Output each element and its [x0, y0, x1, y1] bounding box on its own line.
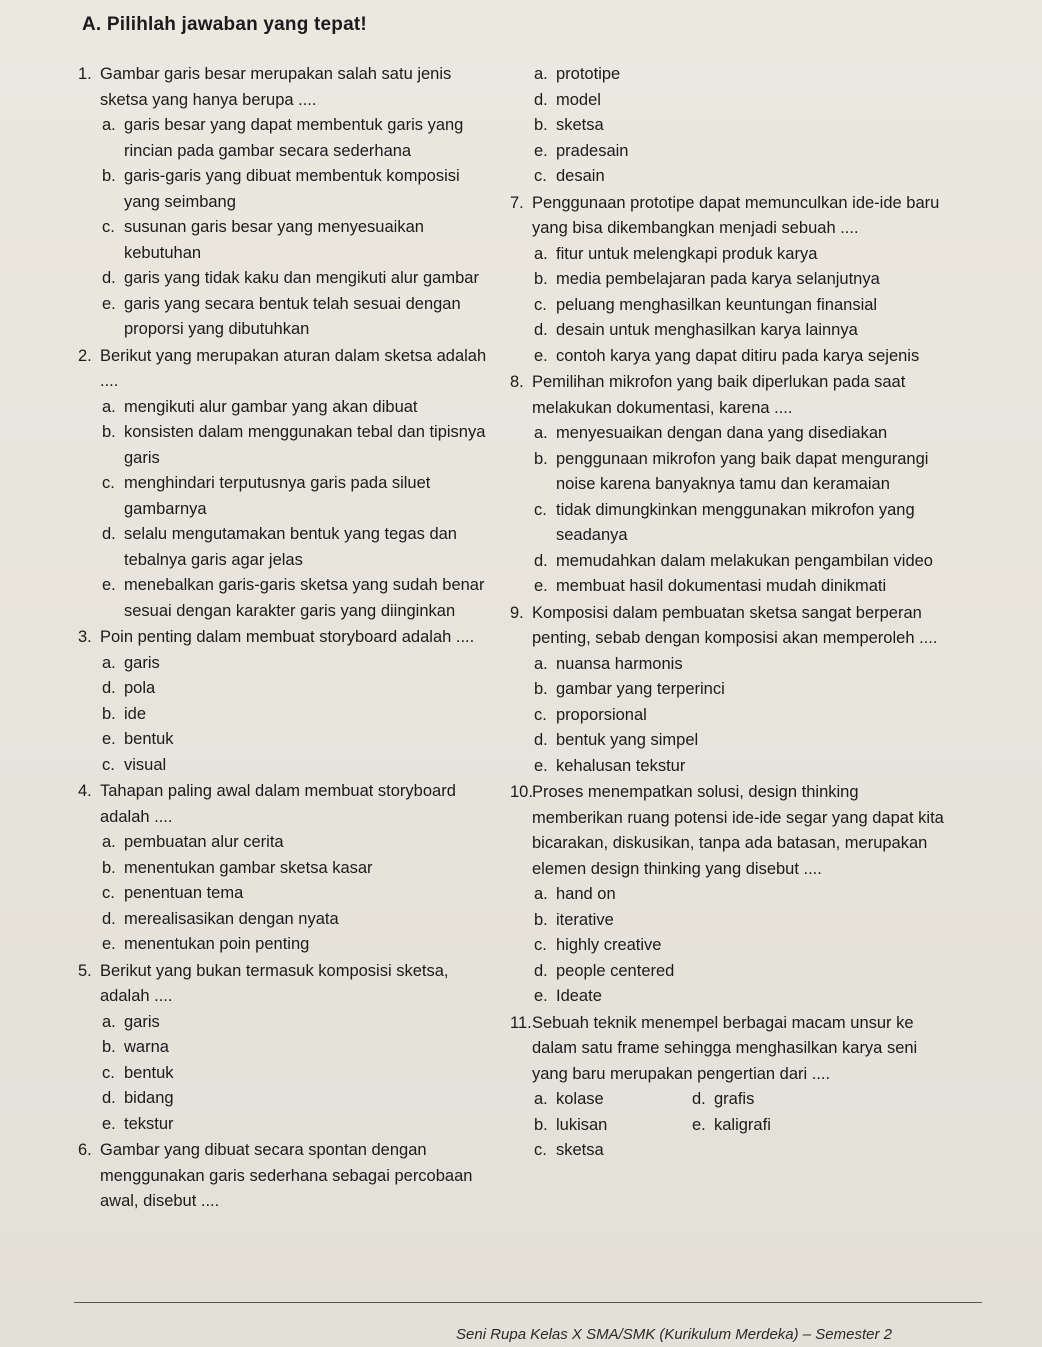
- question-text: Poin penting dalam membuat storyboard adalah ....: [100, 628, 475, 646]
- option-text: tekstur: [124, 1114, 174, 1133]
- question-number: 10.: [510, 783, 533, 801]
- answer-option: [102, 1112, 498, 1138]
- answer-option: [102, 113, 498, 164]
- option-letter: d.: [102, 679, 116, 697]
- option-letter: b.: [534, 680, 548, 698]
- answer-option: [534, 908, 948, 934]
- option-text: grafis: [714, 1090, 755, 1108]
- option-text: menghindari terputusnya garis pada siluet gambarnya: [124, 474, 431, 518]
- option-letter: e.: [102, 576, 116, 594]
- option-text: ide: [124, 704, 147, 723]
- option-letter: a.: [534, 1090, 548, 1108]
- section-title: A. Pilihlah jawaban yang tepat!: [82, 14, 367, 35]
- question-text: Penggunaan prototipe dapat memunculkan ide-ide baru yang bisa dikembangkan menjadi sebuah ....: [532, 193, 940, 237]
- question-number: 7.: [510, 193, 524, 212]
- option-letter: a.: [102, 397, 116, 416]
- answer-option: [534, 1113, 692, 1139]
- option-text: lukisan: [556, 1115, 608, 1134]
- option-letter: e.: [102, 730, 116, 748]
- option-text: bentuk yang simpel: [556, 731, 699, 749]
- question-stem: [78, 344, 498, 395]
- option-letter: b.: [102, 423, 116, 441]
- answer-option: [534, 164, 948, 190]
- option-text: desain untuk menghasilkan karya lainnya: [556, 321, 858, 339]
- option-letter: d.: [534, 321, 548, 339]
- answer-options: [534, 1087, 948, 1164]
- answer-option: [534, 344, 948, 370]
- question-stem: [510, 1011, 948, 1088]
- answer-option: [534, 882, 948, 908]
- option-text: menebalkan garis-garis sketsa yang sudah benar sesuai dengan karakter garis yang diinginkan: [124, 576, 485, 620]
- answer-option: [102, 651, 498, 677]
- question: [78, 779, 498, 958]
- option-text: garis: [124, 1012, 160, 1031]
- question-number: 6.: [78, 1141, 92, 1159]
- option-text: people centered: [556, 961, 675, 980]
- option-letter: e.: [102, 1114, 116, 1133]
- option-letter: e.: [102, 935, 116, 953]
- answer-option: [534, 1087, 692, 1113]
- answer-option: [102, 856, 498, 882]
- answer-option: [534, 549, 948, 575]
- option-letter: d.: [102, 909, 116, 928]
- option-text: menentukan poin penting: [124, 935, 310, 953]
- option-text: garis yang secara bentuk telah sesuai dengan proporsi yang dibutuhkan: [124, 294, 461, 338]
- question: [78, 625, 498, 778]
- option-text: sketsa: [556, 1141, 604, 1159]
- option-text: peluang menghasilkan keuntungan finansial: [556, 295, 878, 314]
- answer-option: [102, 753, 498, 779]
- question: [78, 959, 498, 1138]
- question-stem: [78, 959, 498, 1010]
- option-text: pembuatan alur cerita: [124, 833, 284, 851]
- option-text: tidak dimungkinkan menggunakan mikrofon yang seadanya: [556, 500, 915, 544]
- option-letter: c.: [102, 884, 115, 902]
- answer-option: [102, 881, 498, 907]
- option-letter: a.: [102, 833, 116, 851]
- option-letter: d.: [102, 1089, 116, 1107]
- answer-option: [534, 574, 948, 600]
- answer-option: [102, 215, 498, 266]
- option-text: contoh karya yang dapat ditiru pada karya sejenis: [556, 346, 920, 365]
- question-number: 11.: [510, 1013, 532, 1032]
- question: [510, 1011, 948, 1164]
- option-text: garis besar yang dapat membentuk garis yang rincian pada gambar secara sederhana: [124, 116, 464, 160]
- option-text: proporsional: [556, 705, 647, 724]
- answer-option: [692, 1087, 842, 1113]
- option-letter: a.: [534, 65, 548, 83]
- answer-option: [534, 677, 948, 703]
- option-letter: b.: [534, 910, 548, 929]
- answer-options: [102, 830, 498, 958]
- option-letter: a.: [534, 424, 548, 442]
- option-text: fitur untuk melengkapi produk karya: [556, 244, 818, 263]
- question: [510, 62, 948, 190]
- left-column: [78, 62, 498, 1216]
- answer-option: [102, 830, 498, 856]
- option-letter: d.: [534, 961, 548, 980]
- answer-option: [102, 471, 498, 522]
- option-text: membuat hasil dokumentasi mudah dinikmati: [556, 577, 887, 595]
- option-text: menentukan gambar sketsa kasar: [124, 858, 373, 877]
- question-text: Gambar garis besar merupakan salah satu jenis sketsa yang hanya berupa ....: [100, 65, 452, 109]
- question-text: Pemilihan mikrofon yang baik diperlukan pada saat melakukan dokumentasi, karena ....: [532, 373, 906, 417]
- option-text: penggunaan mikrofon yang baik dapat mengurangi noise karena banyaknya tamu dan keramaian: [556, 449, 929, 493]
- option-letter: b.: [534, 116, 548, 134]
- answer-option: [102, 266, 498, 292]
- answer-option: [102, 932, 498, 958]
- option-letter: c.: [102, 1063, 115, 1082]
- question-stem: [510, 191, 948, 242]
- option-letter: d.: [102, 269, 116, 287]
- question: [78, 344, 498, 625]
- option-text: desain: [556, 167, 605, 185]
- option-text: menyesuaikan dengan dana yang disediakan: [556, 424, 888, 442]
- option-letter: b.: [534, 449, 548, 468]
- answer-option: [534, 754, 948, 780]
- answer-option: [534, 728, 948, 754]
- answer-option: [534, 652, 948, 678]
- option-text: nuansa harmonis: [556, 654, 683, 673]
- option-text: garis: [124, 653, 160, 672]
- option-letter: e.: [692, 1115, 706, 1134]
- question-number: 5.: [78, 961, 92, 980]
- answer-options: [102, 1010, 498, 1138]
- option-text: bidang: [124, 1089, 174, 1107]
- option-text: media pembelajaran pada karya selanjutnya: [556, 270, 880, 288]
- answer-option: [534, 959, 948, 985]
- option-text: bentuk: [124, 1063, 174, 1082]
- answer-option: [534, 88, 948, 114]
- option-letter: b.: [102, 167, 116, 185]
- option-letter: e.: [534, 756, 548, 775]
- option-letter: a.: [102, 1012, 116, 1031]
- answer-options: [534, 421, 948, 600]
- question-number: 4.: [78, 782, 92, 800]
- question-number: 2.: [78, 346, 92, 365]
- answer-options: [534, 62, 948, 190]
- answer-option: [534, 498, 948, 549]
- answer-option: [534, 62, 948, 88]
- question-stem: [510, 601, 948, 652]
- answer-options: [534, 242, 948, 370]
- option-letter: b.: [102, 704, 116, 723]
- answer-options: [534, 882, 948, 1010]
- option-letter: c.: [534, 167, 547, 185]
- option-text: susunan garis besar yang menyesuaikan kebutuhan: [124, 218, 424, 262]
- option-letter: a.: [534, 654, 548, 673]
- option-text: iterative: [556, 910, 614, 929]
- option-letter: e.: [534, 346, 548, 365]
- question: [78, 1138, 498, 1215]
- answer-option: [102, 702, 498, 728]
- option-text: gambar yang terperinci: [556, 680, 725, 698]
- option-letter: c.: [534, 295, 547, 314]
- question-text: Tahapan paling awal dalam membuat storyboard adalah ....: [100, 782, 456, 826]
- answer-option: [102, 1086, 498, 1112]
- option-text: garis yang tidak kaku dan mengikuti alur gambar: [124, 269, 479, 287]
- answer-option: [102, 676, 498, 702]
- question-stem: [78, 779, 498, 830]
- option-letter: b.: [102, 858, 116, 877]
- answer-option: [102, 522, 498, 573]
- answer-option: [534, 293, 948, 319]
- option-text: pradesain: [556, 141, 629, 160]
- option-letter: d.: [534, 551, 548, 570]
- option-text: merealisasikan dengan nyata: [124, 909, 339, 928]
- option-letter: c.: [102, 755, 115, 774]
- question: [510, 601, 948, 780]
- answer-option: [534, 242, 948, 268]
- option-letter: a.: [534, 885, 548, 903]
- option-letter: c.: [102, 218, 115, 236]
- option-text: pola: [124, 679, 156, 697]
- question-text: Berikut yang bukan termasuk komposisi sketsa, adalah ....: [100, 961, 449, 1005]
- option-text: Ideate: [556, 987, 602, 1005]
- option-letter: e.: [102, 294, 116, 313]
- question-stem: [78, 62, 498, 113]
- option-letter: e.: [534, 141, 548, 160]
- option-letter: b.: [534, 270, 548, 288]
- option-text: memudahkan dalam melakukan pengambilan video: [556, 551, 933, 570]
- question-number: 8.: [510, 373, 524, 391]
- option-text: visual: [124, 755, 167, 774]
- option-text: warna: [124, 1038, 169, 1056]
- question-number: 9.: [510, 603, 524, 622]
- question-text: Sebuah teknik menempel berbagai macam unsur ke dalam satu frame sehingga menghasilkan karya seni yang baru merupakan pengertian dari ....: [532, 1013, 918, 1083]
- question: [510, 780, 948, 1010]
- option-text: kolase: [556, 1090, 604, 1108]
- answer-option: [102, 1010, 498, 1036]
- question-stem: [510, 370, 948, 421]
- answer-option: [534, 267, 948, 293]
- option-letter: a.: [534, 244, 548, 263]
- question: [510, 191, 948, 370]
- option-text: selalu mengutamakan bentuk yang tegas dan tebalnya garis agar jelas: [124, 525, 457, 569]
- option-letter: c.: [534, 500, 547, 519]
- option-letter: d.: [102, 525, 116, 543]
- option-letter: c.: [534, 936, 547, 954]
- option-letter: c.: [534, 705, 547, 724]
- question: [78, 62, 498, 343]
- answer-option: [534, 421, 948, 447]
- option-text: hand on: [556, 885, 616, 903]
- answer-option: [534, 139, 948, 165]
- answer-option: [102, 164, 498, 215]
- option-text: penentuan tema: [124, 884, 244, 902]
- answer-option: [102, 420, 498, 471]
- option-text: sketsa: [556, 116, 604, 134]
- answer-option: [534, 318, 948, 344]
- answer-option: [534, 703, 948, 729]
- answer-option: [534, 113, 948, 139]
- answer-option: [102, 727, 498, 753]
- question-text: Proses menempatkan solusi, design thinking memberikan ruang potensi ide-ide segar yang dapat kita bicarakan, diskusikan, tanpa ada batasan, merupakan elemen design thinking yang disebut ....: [532, 783, 944, 878]
- option-text: kaligrafi: [714, 1115, 771, 1134]
- answer-option: [692, 1113, 842, 1139]
- footer-divider: [74, 1302, 982, 1303]
- option-letter: a.: [102, 653, 116, 672]
- answer-option: [102, 292, 498, 343]
- answer-option: [102, 573, 498, 624]
- answer-options: [102, 113, 498, 343]
- answer-option: [534, 1138, 692, 1164]
- answer-options: [102, 651, 498, 779]
- option-letter: d.: [534, 90, 548, 109]
- option-letter: c.: [102, 474, 115, 492]
- option-text: kehalusan tekstur: [556, 756, 686, 775]
- question-text: Berikut yang merupakan aturan dalam sketsa adalah ....: [100, 346, 487, 390]
- question-stem: [510, 780, 948, 882]
- option-letter: c.: [534, 1141, 547, 1159]
- answer-options: [102, 395, 498, 625]
- option-text: garis-garis yang dibuat membentuk komposisi yang seimbang: [124, 167, 460, 211]
- answer-option: [102, 907, 498, 933]
- answer-option: [534, 933, 948, 959]
- answer-option: [534, 984, 948, 1010]
- answer-options: [534, 652, 948, 780]
- option-text: model: [556, 90, 601, 109]
- option-letter: b.: [102, 1038, 116, 1056]
- question-text: Gambar yang dibuat secara spontan dengan menggunakan garis sederhana sebagai percobaan awal, disebut ....: [100, 1141, 473, 1210]
- option-letter: d.: [692, 1090, 706, 1108]
- option-text: highly creative: [556, 936, 662, 954]
- option-letter: b.: [534, 1115, 548, 1134]
- question-text: Komposisi dalam pembuatan sketsa sangat berperan penting, sebab dengan komposisi akan memperoleh ....: [532, 603, 938, 647]
- question-number: 1.: [78, 65, 92, 83]
- page-footer: Seni Rupa Kelas X SMA/SMK (Kurikulum Merdeka) – Semester 2: [456, 1326, 893, 1343]
- answer-option: [534, 447, 948, 498]
- question-number: 3.: [78, 628, 92, 646]
- answer-option: [102, 1061, 498, 1087]
- option-text: prototipe: [556, 65, 621, 83]
- right-column: [510, 62, 948, 1165]
- option-text: bentuk: [124, 730, 174, 748]
- option-text: konsisten dalam menggunakan tebal dan tipisnya garis: [124, 423, 486, 467]
- answer-option: [102, 1035, 498, 1061]
- question: [510, 370, 948, 600]
- question-stem: [78, 625, 498, 651]
- answer-option: [102, 395, 498, 421]
- option-letter: a.: [102, 116, 116, 134]
- option-text: mengikuti alur gambar yang akan dibuat: [124, 397, 418, 416]
- option-letter: d.: [534, 731, 548, 749]
- option-letter: e.: [534, 987, 548, 1005]
- question-stem: [78, 1138, 498, 1215]
- option-letter: e.: [534, 577, 548, 595]
